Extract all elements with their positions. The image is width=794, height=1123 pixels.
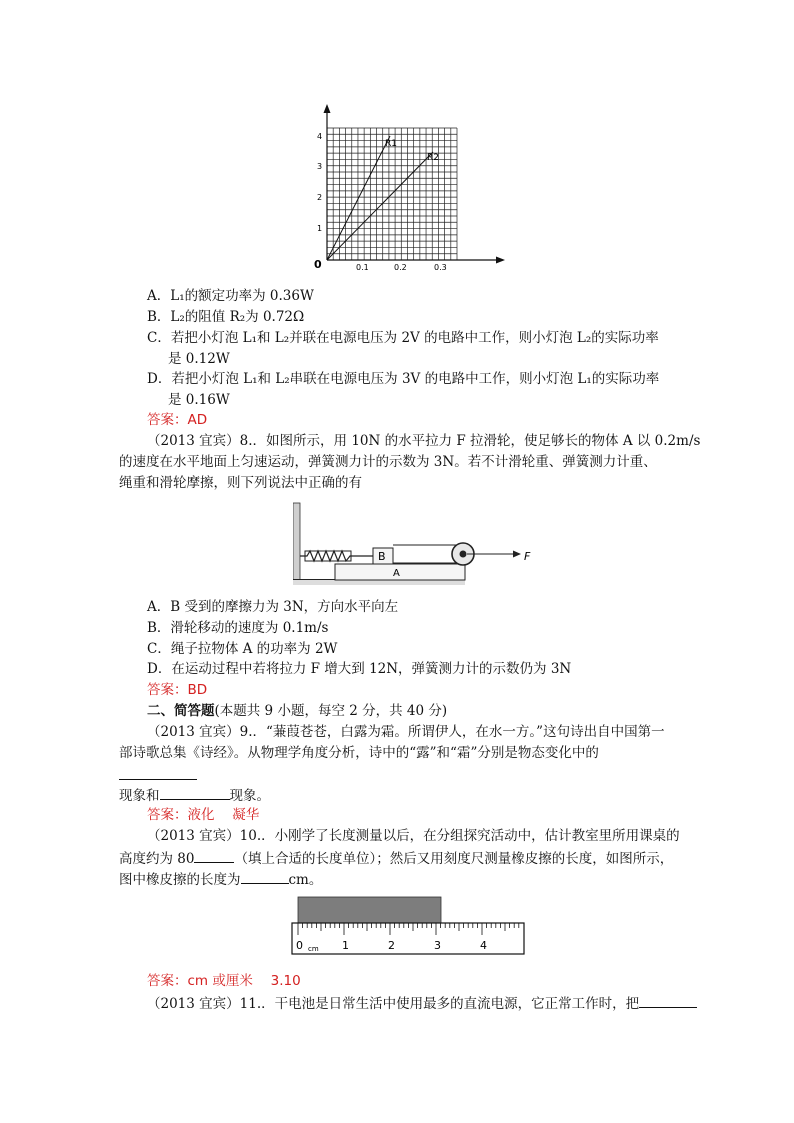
q10-blank-2 bbox=[241, 869, 289, 884]
q8-option-d: D．在运动过程中若将拉力 F 增大到 12N，弹簧测力计的示数仍为 3N bbox=[147, 661, 572, 677]
q9-tail-a: 现象和 bbox=[119, 788, 160, 804]
block-a bbox=[335, 564, 465, 580]
force-arrow bbox=[513, 551, 521, 558]
ruler-unit: cm bbox=[308, 945, 319, 953]
q11-blank bbox=[639, 993, 697, 1008]
r2-label: R2 bbox=[427, 153, 439, 163]
ruler-label: 0 bbox=[296, 939, 303, 952]
section-number: 二、 bbox=[147, 703, 174, 719]
q10-line-2-a: 高度约为 80 bbox=[119, 851, 195, 867]
ground-hatch bbox=[293, 580, 465, 585]
x-tick-label: 0.1 bbox=[356, 263, 369, 272]
option-c: C．若把小灯泡 L₁和 L₂并联在电源电压为 2V 的电路中工作，则小灯泡 L₂的实际功率 bbox=[147, 330, 659, 346]
section-heading bbox=[147, 702, 447, 720]
answer-q10: 答案：cm 或厘米 3.10 bbox=[147, 973, 301, 989]
line-r2 bbox=[327, 152, 433, 260]
force-label: F bbox=[524, 550, 531, 563]
ruler-label: 2 bbox=[388, 939, 395, 952]
pulley-figure bbox=[293, 498, 543, 588]
option-c-cont: 是 0.12W bbox=[168, 351, 230, 367]
q10-line-1: （2013 宜宾）10.．小刚学了长度测量以后，在分组探究活动中，估计教室里所用课桌的 bbox=[147, 828, 680, 844]
answer-q7: 答案：AD bbox=[147, 412, 208, 428]
q10-line-2-b: （填上合适的长度单位）；然后又用刻度尺测量橡皮擦的长度，如图所示， bbox=[234, 851, 674, 867]
ruler-label: 3 bbox=[434, 939, 441, 952]
y-tick-label: 2 bbox=[317, 193, 323, 202]
ruler-label: 1 bbox=[342, 939, 349, 952]
answer-q8: 答案：BD bbox=[147, 682, 208, 698]
x-axis-arrow bbox=[496, 257, 505, 264]
pulley-axle bbox=[460, 551, 467, 558]
ruler-label: 4 bbox=[480, 939, 487, 952]
q8-option-b: B．滑轮移动的速度为 0.1m/s bbox=[147, 620, 329, 636]
y-tick-label: 4 bbox=[317, 132, 323, 141]
q11-text: （2013 宜宾）11.．干电池是日常生活中使用最多的直流电源，它正常工作时，把 bbox=[147, 996, 640, 1012]
ruler-figure bbox=[290, 893, 526, 959]
block-a-label: A bbox=[393, 568, 400, 579]
option-b: B．L₂的阻值 R₂为 0.72Ω bbox=[147, 309, 305, 325]
y-axis-arrow bbox=[324, 104, 331, 113]
wall bbox=[293, 503, 300, 580]
q8-option-c: C．绳子拉物体 A 的功率为 2W bbox=[147, 641, 338, 657]
q8-line-1: （2013 宜宾）8.．如图所示，用 10N 的水平拉力 F 拉滑轮，使足够长的物体 A 以 0.2m/s bbox=[147, 433, 701, 449]
section-title: 简答题 bbox=[174, 703, 215, 719]
q9-blank-2 bbox=[160, 785, 230, 800]
q10-line-3-b: cm。 bbox=[288, 872, 323, 888]
y-tick-label: 3 bbox=[317, 162, 323, 171]
x-tick-label: 0.3 bbox=[434, 263, 447, 272]
q8-option-a: A．B 受到的摩擦力为 3N，方向水平向左 bbox=[147, 599, 399, 615]
q9-blank-1 bbox=[119, 779, 197, 780]
q11-line bbox=[147, 993, 697, 1013]
r1-label: R1 bbox=[385, 139, 397, 149]
option-a: A．L₁的额定功率为 0.36W bbox=[147, 288, 314, 304]
q9-tail-b: 现象。 bbox=[229, 788, 270, 804]
y-tick-label: 1 bbox=[317, 224, 323, 233]
answer-q9: 答案：液化 凝华 bbox=[147, 807, 260, 823]
spring bbox=[300, 551, 373, 561]
eraser bbox=[298, 897, 441, 923]
q9-line-2: 部诗歌总集《诗经》。从物理学角度分析，诗中的“露”和“霜”分别是物态变化中的 bbox=[119, 745, 599, 761]
x-tick-label: 0.2 bbox=[394, 263, 407, 272]
block-b-label: B bbox=[378, 550, 386, 563]
option-d-cont: 是 0.16W bbox=[168, 392, 230, 408]
iu-graph bbox=[305, 100, 510, 275]
q8-line-2: 的速度在水平地面上匀速运动，弹簧测力计的示数为 3N。若不计滑轮重、弹簧测力计重、 bbox=[119, 454, 657, 470]
q10-line-3-a: 图中橡皮擦的长度为 bbox=[119, 872, 241, 888]
q10-blank-1 bbox=[194, 848, 234, 863]
q9-line-1: （2013 宜宾）9.．“蒹葭苍苍，白露为霜。所谓伊人，在水一方。”这句诗出自中国第一 bbox=[147, 724, 665, 740]
q10-line-2 bbox=[119, 848, 673, 868]
q9-tail bbox=[119, 785, 270, 805]
option-d: D．若把小灯泡 L₁和 L₂串联在电源电压为 3V 的电路中工作，则小灯泡 L₁的实际功率 bbox=[147, 371, 660, 387]
section-note: (本题共 9 小题，每空 2 分，共 40 分) bbox=[214, 703, 448, 719]
origin-label: 0 bbox=[314, 258, 322, 271]
q8-line-3: 绳重和滑轮摩擦，则下列说法中正确的有 bbox=[119, 475, 362, 491]
q10-line-3 bbox=[119, 869, 322, 889]
